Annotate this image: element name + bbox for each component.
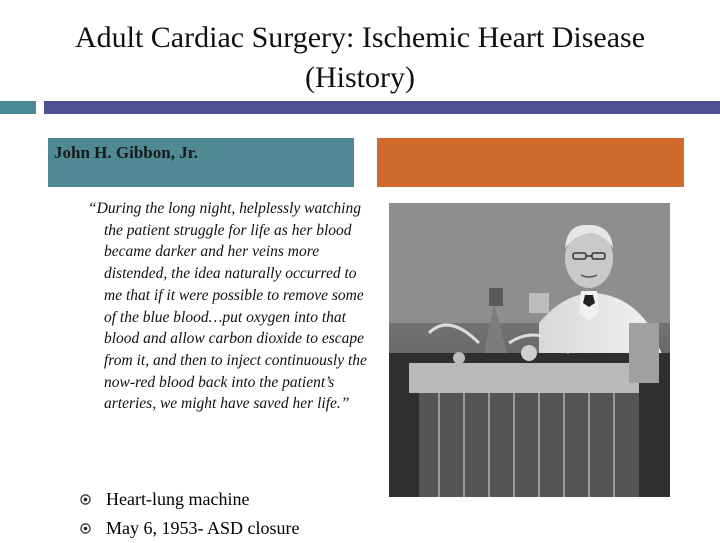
bullet-list <box>80 485 380 543</box>
gibbon-quote: “During the long night, helplessly watching the patient struggle for life as her blood became darker and her veins more distended, the idea naturally occurred to me that if it were possible to remove some of the blue blood…put oxygen into that blood and allow carbon dioxide to escape from it, and then to inject continuously the now-red blood back into the patient’s arteries, we might have saved her life.” <box>88 200 367 413</box>
photo-illustration <box>389 203 670 497</box>
bullet-text: May 6, 1953- ASD closure <box>106 518 300 538</box>
bullet-item <box>80 485 380 514</box>
right-header-box <box>377 138 684 187</box>
title-line-2: (History) <box>305 61 415 94</box>
gibbon-heart-lung-machine-photo <box>389 203 670 497</box>
target-bullet-icon <box>80 494 91 505</box>
title-line-1: Adult Cardiac Surgery: Ischemic Heart Disease <box>74 21 646 54</box>
divider-accent-bar <box>44 101 720 114</box>
left-header-box <box>48 138 354 187</box>
slide-title <box>20 18 700 98</box>
left-header-text: John H. Gibbon, Jr. <box>54 143 198 162</box>
bullet-text: Heart-lung machine <box>106 489 250 509</box>
bullet-item <box>80 514 380 543</box>
divider-accent-left <box>0 101 36 114</box>
target-bullet-icon <box>80 523 91 534</box>
